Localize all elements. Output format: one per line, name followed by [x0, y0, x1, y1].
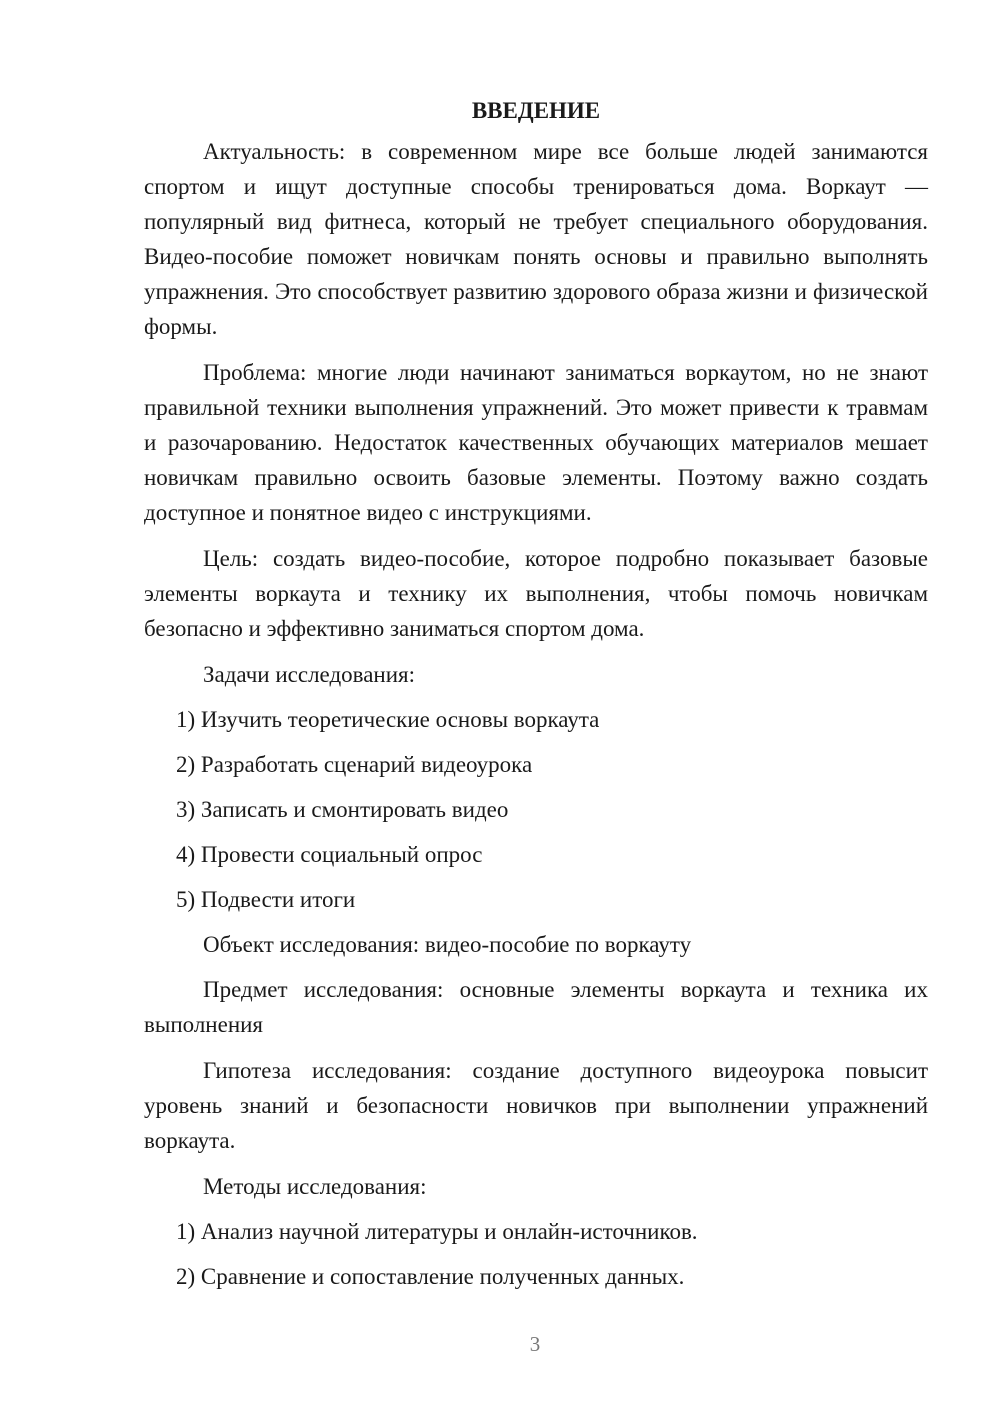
method-item: 1) Анализ научной литературы и онлайн-источников.	[176, 1219, 698, 1244]
task-item: 5) Подвести итоги	[176, 887, 356, 912]
goal-paragraph: Цель: создать видео-пособие, которое подробно показывает базовые элементы воркаута и технику их выполнения, чтобы помочь новичкам безопасно и эффективно заниматься спортом дома.	[144, 546, 928, 641]
page-content	[144, 96, 928, 1304]
task-item: 1) Изучить теоретические основы воркаута	[176, 707, 600, 732]
tasks-list	[144, 702, 928, 917]
relevance-paragraph: Актуальность: в современном мире все больше людей занимаются спортом и ищут доступные способы тренироваться дома. Воркаут — популярный вид фитнеса, который не требует специального оборудования. Видео-пособие поможет новичкам понять основы и правильно выполнять упражнения. Это способствует развитию здорового образа жизни и физической формы.	[144, 139, 928, 339]
methods-label: Методы исследования:	[203, 1174, 427, 1199]
section-heading: ВВЕДЕНИЕ	[471, 98, 601, 123]
method-item: 2) Сравнение и сопоставление полученных данных.	[176, 1264, 685, 1289]
methods-list	[144, 1214, 928, 1294]
page-number: 3	[529, 1332, 541, 1356]
object-paragraph: Объект исследования: видео-пособие по воркауту	[203, 932, 692, 957]
tasks-label: Задачи исследования:	[203, 662, 416, 687]
task-item: 3) Записать и смонтировать видео	[176, 797, 509, 822]
problem-paragraph: Проблема: многие люди начинают заниматься воркаутом, но не знают правильной техники выполнения упражнений. Это может привести к травмам и разочарованию. Недостаток качественных обучающих материалов мешает новичкам правильно освоить базовые элементы. Поэтому важно создать доступное и понятное видео с инструкциями.	[144, 360, 928, 525]
subject-paragraph: Предмет исследования: основные элементы воркаута и техника их выполнения	[144, 977, 928, 1037]
task-item: 4) Провести социальный опрос	[176, 842, 483, 867]
task-item: 2) Разработать сценарий видеоурока	[176, 752, 533, 777]
hypothesis-paragraph: Гипотеза исследования: создание доступного видеоурока повысит уровень знаний и безопасности новичков при выполнении упражнений воркаута.	[144, 1058, 928, 1153]
